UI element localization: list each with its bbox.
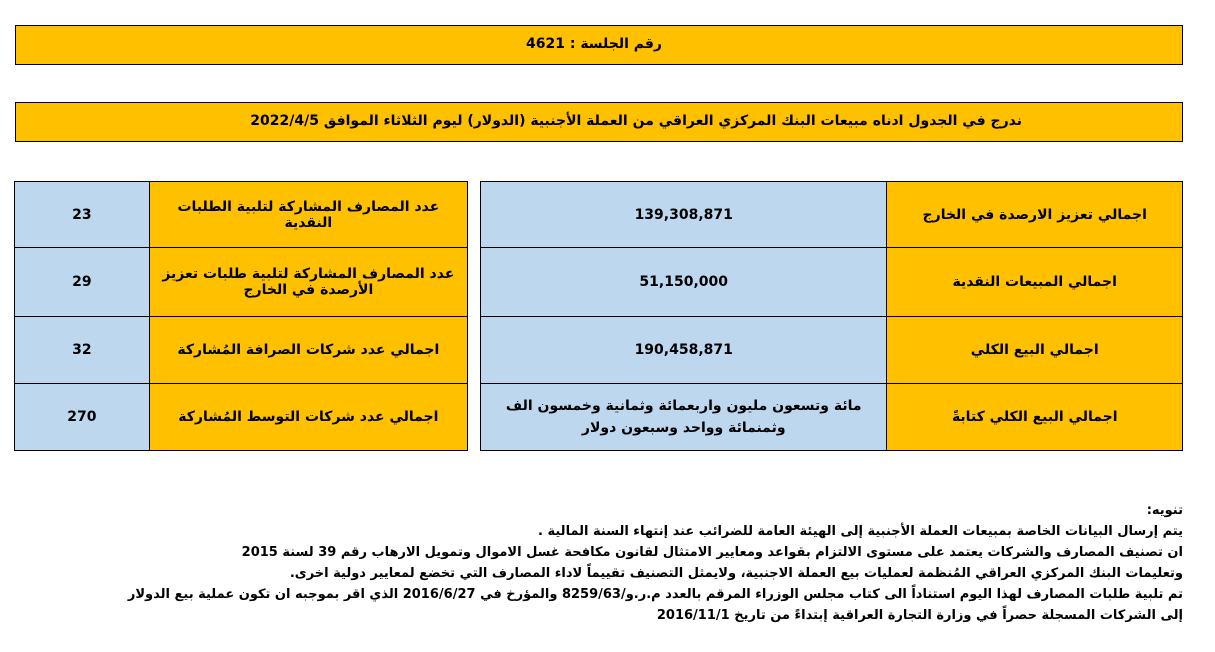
row-label: عدد المصارف المشاركة لتلبية طلبات تعزيز الأرصدة في الخارج [149,248,467,317]
row-label: اجمالي المبيعات النقدية [887,248,1183,317]
notice-line: تم تلبية طلبات المصارف لهذا اليوم استناداً الى كتاب مجلس الوزراء المرقم بالعدد م.ر.و/8259/63 والمؤرخ في 2016/6/27 الذي اقر بموجبه ان تكون عملية بيع الدولار [127,587,1183,602]
notice-line: إلى الشركات المسجلة حصراً في وزارة التجارة العراقية إبتداءً من تاريخ 2016/11/1 [656,608,1183,623]
table-row [15,182,468,248]
table-row [481,248,1183,317]
row-label: اجمالي البيع الكلي كتابةً [887,384,1183,451]
notice-title: تنويه: [1146,503,1183,518]
row-label: اجمالي تعزيز الارصدة في الخارج [887,182,1183,248]
row-value: 23 [15,182,150,248]
participants-table [14,181,468,451]
row-label: عدد المصارف المشاركة لتلبية الطلبات النقدية [149,182,467,248]
table-row [15,317,468,384]
sales-heading: ندرج في الجدول ادناه مبيعات البنك المركزي العراقي من العملة الأجنبية (الدولار) ليوم الثلاثاء الموافق 2022/4/5 [250,113,1022,129]
notice-line: يتم إرسال البيانات الخاصة بمبيعات العملة الأجنبية إلى الهيئة العامة للضرائب عند إنتهاء السنة المالية . [538,524,1183,539]
row-value: 51,150,000 [481,248,887,317]
table-row [481,384,1183,451]
row-value: 32 [15,317,150,384]
notice-line: وتعليمات البنك المركزي العراقي المُنظمة لعمليات بيع العملة الاجنبية، ولايمثل التصنيف تقييماً لاداء المصارف التي تخضع لمعايير دولية اخرى. [289,566,1183,581]
row-value: 139,308,871 [481,182,887,248]
sales-heading-box [15,102,1183,142]
row-label: اجمالي عدد شركات التوسط المُشاركة [149,384,467,451]
session-number: رقم الجلسة : 4621 [526,36,662,52]
row-value: 190,458,871 [481,317,887,384]
session-number-box [15,25,1183,65]
notice-line: ان تصنيف المصارف والشركات يعتمد على مستوى الالتزام بقواعد ومعايير الامتثال لقانون مكافحة غسل الاموال وتمويل الارهاب رقم 39 لسنة 2015 [241,545,1183,560]
table-row [481,182,1183,248]
row-value: مائة وتسعون مليون واربعمائة وثمانية وخمسون الف وثمنمائة وواحد وسبعون دولار [481,384,887,451]
row-value: 270 [15,384,150,451]
notice-section [23,500,1183,626]
sales-totals-table [480,181,1183,451]
table-row [481,317,1183,384]
row-label: اجمالي البيع الكلي [887,317,1183,384]
table-row [15,248,468,317]
row-value: 29 [15,248,150,317]
table-row [15,384,468,451]
row-label: اجمالي عدد شركات الصرافة المُشاركة [149,317,467,384]
